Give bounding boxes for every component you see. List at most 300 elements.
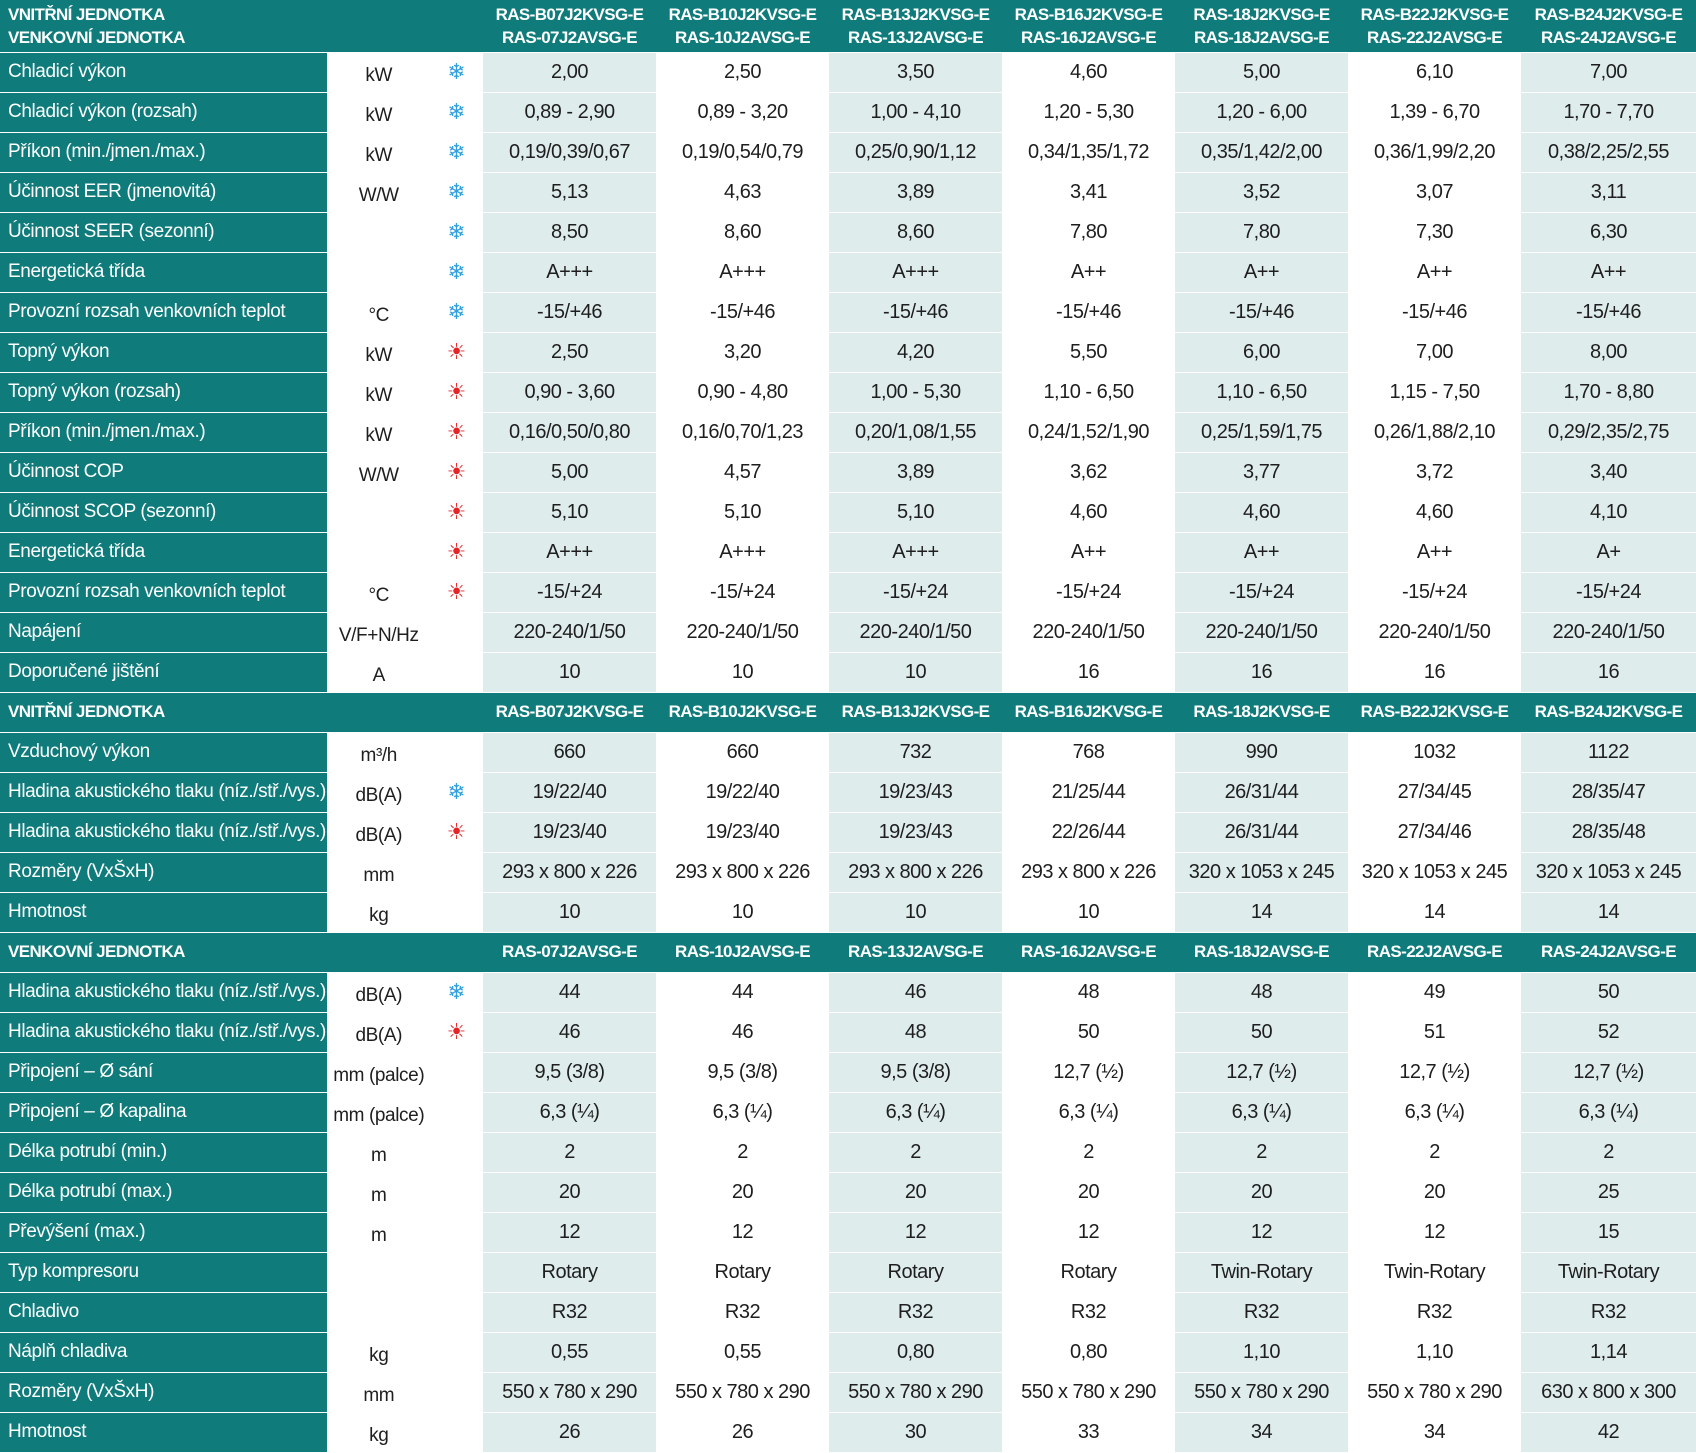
row-icon-cell bbox=[430, 1092, 483, 1132]
value-cell: 6,10 bbox=[1348, 52, 1521, 92]
table-row bbox=[0, 892, 1696, 932]
row-icon-cell bbox=[430, 252, 483, 292]
value-cell: 3,20 bbox=[656, 332, 829, 372]
value-cell: 5,50 bbox=[1002, 332, 1175, 372]
row-label: Účinnost SCOP (sezonní) bbox=[0, 492, 327, 532]
value-cell: 10 bbox=[483, 892, 656, 932]
value-cell: -15/+46 bbox=[1521, 292, 1696, 332]
value-cell: 22/26/44 bbox=[1002, 812, 1175, 852]
value-cell: 7,80 bbox=[1002, 212, 1175, 252]
value-cell: 0,24/1,52/1,90 bbox=[1002, 412, 1175, 452]
value-cell: 26 bbox=[656, 1412, 829, 1452]
value-cell: 2 bbox=[1002, 1132, 1175, 1172]
value-cell: 220-240/1/50 bbox=[483, 612, 656, 652]
value-cell: 8,00 bbox=[1521, 332, 1696, 372]
value-cell: 0,25/1,59/1,75 bbox=[1175, 412, 1348, 452]
value-cell: 0,16/0,70/1,23 bbox=[656, 412, 829, 452]
table-row bbox=[0, 1012, 1696, 1052]
row-label: Vzduchový výkon bbox=[0, 732, 327, 772]
header-model-cell bbox=[656, 0, 829, 52]
row-icon-cell bbox=[430, 1332, 483, 1372]
value-cell: 10 bbox=[656, 652, 829, 692]
value-cell: 4,57 bbox=[656, 452, 829, 492]
indoor-model-name: RAS-B10J2KVSG-E bbox=[668, 4, 817, 24]
outdoor-model-name: RAS-07J2AVSG-E bbox=[502, 27, 637, 47]
value-cell: 5,00 bbox=[483, 452, 656, 492]
value-cell: 10 bbox=[483, 652, 656, 692]
value-cell: 46 bbox=[483, 1012, 656, 1052]
value-cell: 44 bbox=[483, 972, 656, 1012]
indoor-model-name: RAS-B13J2KVSG-E bbox=[841, 4, 990, 24]
row-unit: kW bbox=[327, 132, 430, 172]
value-cell: 4,60 bbox=[1002, 492, 1175, 532]
value-cell: 3,77 bbox=[1175, 452, 1348, 492]
value-cell: 5,00 bbox=[1175, 52, 1348, 92]
value-cell: 19/23/40 bbox=[483, 812, 656, 852]
header-model-cell bbox=[483, 0, 656, 52]
value-cell: 51 bbox=[1348, 1012, 1521, 1052]
row-unit: m bbox=[327, 1132, 430, 1172]
row-label: Chladivo bbox=[0, 1292, 327, 1332]
table-row bbox=[0, 212, 1696, 252]
value-cell: 0,55 bbox=[656, 1332, 829, 1372]
snowflake-icon: ❄ bbox=[447, 299, 466, 324]
value-cell: 2,50 bbox=[483, 332, 656, 372]
value-cell: 0,25/0,90/1,12 bbox=[829, 132, 1002, 172]
value-cell: A++ bbox=[1175, 532, 1348, 572]
snowflake-icon: ❄ bbox=[447, 219, 466, 244]
value-cell: A+++ bbox=[483, 252, 656, 292]
value-cell: 19/23/43 bbox=[829, 812, 1002, 852]
table-row bbox=[0, 372, 1696, 412]
row-label: Napájení bbox=[0, 612, 327, 652]
header-model-cell bbox=[1002, 0, 1175, 52]
row-unit: m bbox=[327, 1212, 430, 1252]
value-cell: 2 bbox=[1521, 1132, 1696, 1172]
value-cell: 8,60 bbox=[829, 212, 1002, 252]
value-cell: R32 bbox=[1175, 1292, 1348, 1332]
value-cell: 16 bbox=[1002, 652, 1175, 692]
value-cell: 5,10 bbox=[656, 492, 829, 532]
row-unit: dB(A) bbox=[327, 812, 430, 852]
value-cell: 550 x 780 x 290 bbox=[1348, 1372, 1521, 1412]
row-label: Příkon (min./jmen./max.) bbox=[0, 132, 327, 172]
table-row bbox=[0, 332, 1696, 372]
value-cell: 0,19/0,39/0,67 bbox=[483, 132, 656, 172]
table-row bbox=[0, 492, 1696, 532]
value-cell: A+++ bbox=[656, 252, 829, 292]
outdoor-model-name: RAS-10J2AVSG-E bbox=[675, 27, 810, 47]
row-label: Připojení – Ø kapalina bbox=[0, 1092, 327, 1132]
row-unit: °C bbox=[327, 292, 430, 332]
value-cell: 3,62 bbox=[1002, 452, 1175, 492]
value-cell: 1,20 - 5,30 bbox=[1002, 92, 1175, 132]
table-row bbox=[0, 1292, 1696, 1332]
value-cell: Twin-Rotary bbox=[1348, 1252, 1521, 1292]
row-unit bbox=[327, 532, 430, 572]
value-cell: A+++ bbox=[483, 532, 656, 572]
value-cell: 3,72 bbox=[1348, 452, 1521, 492]
outdoor-model-name: RAS-18J2AVSG-E bbox=[1194, 27, 1329, 47]
section-title: VNITŘNÍ JEDNOTKA bbox=[0, 692, 483, 732]
value-cell: 5,10 bbox=[829, 492, 1002, 532]
value-cell: 0,36/1,99/2,20 bbox=[1348, 132, 1521, 172]
indoor-model-name: RAS-B22J2KVSG-E bbox=[1360, 4, 1509, 24]
value-cell: 1,10 bbox=[1175, 1332, 1348, 1372]
value-cell: 550 x 780 x 290 bbox=[829, 1372, 1002, 1412]
value-cell: 6,3 (¼) bbox=[829, 1092, 1002, 1132]
value-cell: 9,5 (3/8) bbox=[656, 1052, 829, 1092]
value-cell: 14 bbox=[1348, 892, 1521, 932]
sun-icon: ☀ bbox=[446, 339, 467, 364]
table-row bbox=[0, 852, 1696, 892]
value-cell: 2 bbox=[1175, 1132, 1348, 1172]
value-cell: 0,90 - 3,60 bbox=[483, 372, 656, 412]
row-icon-cell bbox=[430, 652, 483, 692]
value-cell: 6,3 (¼) bbox=[1521, 1092, 1696, 1132]
value-cell: 2 bbox=[829, 1132, 1002, 1172]
sun-icon: ☀ bbox=[446, 419, 467, 444]
value-cell: 42 bbox=[1521, 1412, 1696, 1452]
value-cell: -15/+24 bbox=[656, 572, 829, 612]
value-cell: 0,35/1,42/2,00 bbox=[1175, 132, 1348, 172]
table-row bbox=[0, 1372, 1696, 1412]
value-cell: 1,20 - 6,00 bbox=[1175, 92, 1348, 132]
sun-icon: ☀ bbox=[446, 579, 467, 604]
row-icon-cell bbox=[430, 172, 483, 212]
value-cell: 19/23/40 bbox=[656, 812, 829, 852]
value-cell: 0,19/0,54/0,79 bbox=[656, 132, 829, 172]
value-cell: 34 bbox=[1175, 1412, 1348, 1452]
row-icon-cell bbox=[430, 772, 483, 812]
row-unit bbox=[327, 1292, 430, 1332]
value-cell: -15/+24 bbox=[1002, 572, 1175, 612]
value-cell: 0,89 - 3,20 bbox=[656, 92, 829, 132]
value-cell: 6,3 (¼) bbox=[483, 1092, 656, 1132]
value-cell: 6,3 (¼) bbox=[656, 1092, 829, 1132]
section-model-name: RAS-B16J2KVSG-E bbox=[1002, 692, 1175, 732]
row-label: Energetická třída bbox=[0, 252, 327, 292]
row-icon-cell bbox=[430, 732, 483, 772]
value-cell: 0,26/1,88/2,10 bbox=[1348, 412, 1521, 452]
value-cell: 26/31/44 bbox=[1175, 812, 1348, 852]
row-unit: m³/h bbox=[327, 732, 430, 772]
value-cell: 12,7 (½) bbox=[1002, 1052, 1175, 1092]
value-cell: 52 bbox=[1521, 1012, 1696, 1052]
row-label: Energetická třída bbox=[0, 532, 327, 572]
value-cell: 30 bbox=[829, 1412, 1002, 1452]
value-cell: 16 bbox=[1521, 652, 1696, 692]
row-unit: °C bbox=[327, 572, 430, 612]
row-icon-cell bbox=[430, 52, 483, 92]
table-row bbox=[0, 1252, 1696, 1292]
value-cell: 0,29/2,35/2,75 bbox=[1521, 412, 1696, 452]
row-unit: mm bbox=[327, 852, 430, 892]
section-model-name: RAS-B10J2KVSG-E bbox=[656, 692, 829, 732]
value-cell: A++ bbox=[1002, 252, 1175, 292]
value-cell: 16 bbox=[1348, 652, 1521, 692]
value-cell: 3,89 bbox=[829, 452, 1002, 492]
value-cell: 8,50 bbox=[483, 212, 656, 252]
value-cell: 4,63 bbox=[656, 172, 829, 212]
row-icon-cell bbox=[430, 412, 483, 452]
section-model-name: RAS-07J2AVSG-E bbox=[483, 932, 656, 972]
row-unit: dB(A) bbox=[327, 1012, 430, 1052]
row-icon-cell bbox=[430, 92, 483, 132]
row-label: Hladina akustického tlaku (níz./stř./vys.) bbox=[0, 972, 327, 1012]
row-label: Chladicí výkon bbox=[0, 52, 327, 92]
value-cell: 10 bbox=[829, 892, 1002, 932]
value-cell: 660 bbox=[483, 732, 656, 772]
outdoor-model-name: RAS-24J2AVSG-E bbox=[1541, 27, 1676, 47]
indoor-model-name: RAS-B24J2KVSG-E bbox=[1534, 4, 1683, 24]
value-cell: 12 bbox=[656, 1212, 829, 1252]
value-cell: -15/+46 bbox=[483, 292, 656, 332]
value-cell: 3,89 bbox=[829, 172, 1002, 212]
value-cell: 26 bbox=[483, 1412, 656, 1452]
value-cell: R32 bbox=[656, 1292, 829, 1332]
row-unit: W/W bbox=[327, 172, 430, 212]
table-row bbox=[0, 452, 1696, 492]
value-cell: A+++ bbox=[829, 532, 1002, 572]
table-row bbox=[0, 572, 1696, 612]
value-cell: -15/+24 bbox=[1348, 572, 1521, 612]
value-cell: 550 x 780 x 290 bbox=[1002, 1372, 1175, 1412]
table-row bbox=[0, 732, 1696, 772]
value-cell: 50 bbox=[1002, 1012, 1175, 1052]
sun-icon: ☀ bbox=[446, 459, 467, 484]
value-cell: Twin-Rotary bbox=[1175, 1252, 1348, 1292]
value-cell: 0,38/2,25/2,55 bbox=[1521, 132, 1696, 172]
value-cell: 0,34/1,35/1,72 bbox=[1002, 132, 1175, 172]
row-label: Připojení – Ø sání bbox=[0, 1052, 327, 1092]
value-cell: 46 bbox=[829, 972, 1002, 1012]
table-row bbox=[0, 612, 1696, 652]
section-model-name: RAS-16J2AVSG-E bbox=[1002, 932, 1175, 972]
value-cell: 550 x 780 x 290 bbox=[1175, 1372, 1348, 1412]
value-cell: 48 bbox=[1002, 972, 1175, 1012]
value-cell: A++ bbox=[1348, 532, 1521, 572]
snowflake-icon: ❄ bbox=[447, 99, 466, 124]
section-model-name: RAS-18J2KVSG-E bbox=[1175, 692, 1348, 732]
value-cell: 14 bbox=[1521, 892, 1696, 932]
row-icon-cell bbox=[430, 492, 483, 532]
value-cell: Rotary bbox=[829, 1252, 1002, 1292]
snowflake-icon: ❄ bbox=[447, 59, 466, 84]
snowflake-icon: ❄ bbox=[447, 259, 466, 284]
row-label: Doporučené jištění bbox=[0, 652, 327, 692]
value-cell: 990 bbox=[1175, 732, 1348, 772]
sun-icon: ☀ bbox=[446, 1019, 467, 1044]
value-cell: R32 bbox=[829, 1292, 1002, 1332]
value-cell: 0,55 bbox=[483, 1332, 656, 1372]
row-unit: mm bbox=[327, 1372, 430, 1412]
snowflake-icon: ❄ bbox=[447, 779, 466, 804]
value-cell: 1,10 - 6,50 bbox=[1002, 372, 1175, 412]
row-label: Rozměry (VxŠxH) bbox=[0, 1372, 327, 1412]
table-row bbox=[0, 412, 1696, 452]
value-cell: -15/+24 bbox=[483, 572, 656, 612]
value-cell: 10 bbox=[656, 892, 829, 932]
row-unit: mm (palce) bbox=[327, 1092, 430, 1132]
value-cell: 660 bbox=[656, 732, 829, 772]
value-cell: 14 bbox=[1175, 892, 1348, 932]
row-label: Převýšení (max.) bbox=[0, 1212, 327, 1252]
value-cell: -15/+46 bbox=[1348, 292, 1521, 332]
value-cell: 293 x 800 x 226 bbox=[656, 852, 829, 892]
table-row bbox=[0, 1212, 1696, 1252]
value-cell: 2 bbox=[1348, 1132, 1521, 1172]
value-cell: 12,7 (½) bbox=[1348, 1052, 1521, 1092]
snowflake-icon: ❄ bbox=[447, 979, 466, 1004]
value-cell: 20 bbox=[1175, 1172, 1348, 1212]
value-cell: A+++ bbox=[829, 252, 1002, 292]
row-label: Délka potrubí (min.) bbox=[0, 1132, 327, 1172]
row-label: Provozní rozsah venkovních teplot bbox=[0, 572, 327, 612]
row-unit: dB(A) bbox=[327, 772, 430, 812]
value-cell: 0,90 - 4,80 bbox=[656, 372, 829, 412]
value-cell: 220-240/1/50 bbox=[1175, 612, 1348, 652]
table-row bbox=[0, 1172, 1696, 1212]
section-model-name: RAS-18J2AVSG-E bbox=[1175, 932, 1348, 972]
row-label: Topný výkon (rozsah) bbox=[0, 372, 327, 412]
table-row bbox=[0, 132, 1696, 172]
table-row bbox=[0, 532, 1696, 572]
value-cell: 293 x 800 x 226 bbox=[829, 852, 1002, 892]
table-row bbox=[0, 92, 1696, 132]
row-label: Typ kompresoru bbox=[0, 1252, 327, 1292]
value-cell: 15 bbox=[1521, 1212, 1696, 1252]
value-cell: 12,7 (½) bbox=[1521, 1052, 1696, 1092]
value-cell: R32 bbox=[1002, 1292, 1175, 1332]
row-icon-cell bbox=[430, 1412, 483, 1452]
section-model-name: RAS-22J2AVSG-E bbox=[1348, 932, 1521, 972]
value-cell: 12 bbox=[1348, 1212, 1521, 1252]
table-row bbox=[0, 172, 1696, 212]
row-label: Provozní rozsah venkovních teplot bbox=[0, 292, 327, 332]
value-cell: 7,00 bbox=[1348, 332, 1521, 372]
value-cell: 19/22/40 bbox=[656, 772, 829, 812]
value-cell: 21/25/44 bbox=[1002, 772, 1175, 812]
value-cell: 9,5 (3/8) bbox=[829, 1052, 1002, 1092]
value-cell: 220-240/1/50 bbox=[1521, 612, 1696, 652]
header-model-cell bbox=[1521, 0, 1696, 52]
value-cell: 630 x 800 x 300 bbox=[1521, 1372, 1696, 1412]
row-unit: V/F+N/Hz bbox=[327, 612, 430, 652]
value-cell: 550 x 780 x 290 bbox=[656, 1372, 829, 1412]
value-cell: 48 bbox=[829, 1012, 1002, 1052]
header-model-cell bbox=[829, 0, 1002, 52]
row-label: Hladina akustického tlaku (níz./stř./vys.) bbox=[0, 1012, 327, 1052]
value-cell: 48 bbox=[1175, 972, 1348, 1012]
section-header-row bbox=[0, 932, 1696, 972]
value-cell: 0,20/1,08/1,55 bbox=[829, 412, 1002, 452]
value-cell: 1,00 - 4,10 bbox=[829, 92, 1002, 132]
row-label: Účinnost COP bbox=[0, 452, 327, 492]
row-unit: kW bbox=[327, 92, 430, 132]
row-icon-cell bbox=[430, 972, 483, 1012]
value-cell: 7,80 bbox=[1175, 212, 1348, 252]
section-model-name: RAS-B07J2KVSG-E bbox=[483, 692, 656, 732]
value-cell: 5,13 bbox=[483, 172, 656, 212]
row-icon-cell bbox=[430, 1212, 483, 1252]
table-header-row bbox=[0, 0, 1696, 52]
value-cell: 0,80 bbox=[1002, 1332, 1175, 1372]
value-cell: 220-240/1/50 bbox=[1002, 612, 1175, 652]
value-cell: 19/23/43 bbox=[829, 772, 1002, 812]
value-cell: A++ bbox=[1175, 252, 1348, 292]
section-model-name: RAS-13J2AVSG-E bbox=[829, 932, 1002, 972]
snowflake-icon: ❄ bbox=[447, 139, 466, 164]
value-cell: 3,40 bbox=[1521, 452, 1696, 492]
row-icon-cell bbox=[430, 892, 483, 932]
row-icon-cell bbox=[430, 132, 483, 172]
value-cell: 6,3 (¼) bbox=[1348, 1092, 1521, 1132]
section-model-name: RAS-B24J2KVSG-E bbox=[1521, 692, 1696, 732]
value-cell: Rotary bbox=[656, 1252, 829, 1292]
value-cell: 2,50 bbox=[656, 52, 829, 92]
value-cell: R32 bbox=[483, 1292, 656, 1332]
value-cell: 44 bbox=[656, 972, 829, 1012]
table-row bbox=[0, 1412, 1696, 1452]
row-unit: kW bbox=[327, 412, 430, 452]
row-label: Hladina akustického tlaku (níz./stř./vys.) bbox=[0, 772, 327, 812]
value-cell: 6,3 (¼) bbox=[1175, 1092, 1348, 1132]
row-unit: dB(A) bbox=[327, 972, 430, 1012]
outdoor-model-name: RAS-16J2AVSG-E bbox=[1021, 27, 1156, 47]
row-unit: W/W bbox=[327, 452, 430, 492]
row-label: Hmotnost bbox=[0, 1412, 327, 1452]
outdoor-model-name: RAS-22J2AVSG-E bbox=[1367, 27, 1502, 47]
value-cell: 0,89 - 2,90 bbox=[483, 92, 656, 132]
snowflake-icon: ❄ bbox=[447, 179, 466, 204]
value-cell: 320 x 1053 x 245 bbox=[1521, 852, 1696, 892]
row-unit: A bbox=[327, 652, 430, 692]
value-cell: 25 bbox=[1521, 1172, 1696, 1212]
value-cell: 6,00 bbox=[1175, 332, 1348, 372]
value-cell: 1,70 - 7,70 bbox=[1521, 92, 1696, 132]
row-unit: m bbox=[327, 1172, 430, 1212]
value-cell: 0,80 bbox=[829, 1332, 1002, 1372]
section-model-name: RAS-24J2AVSG-E bbox=[1521, 932, 1696, 972]
value-cell: 12 bbox=[1175, 1212, 1348, 1252]
value-cell: -15/+46 bbox=[1002, 292, 1175, 332]
value-cell: 20 bbox=[656, 1172, 829, 1212]
value-cell: 12,7 (½) bbox=[1175, 1052, 1348, 1092]
row-icon-cell bbox=[430, 292, 483, 332]
value-cell: 20 bbox=[1002, 1172, 1175, 1212]
section-model-name: RAS-10J2AVSG-E bbox=[656, 932, 829, 972]
row-icon-cell bbox=[430, 452, 483, 492]
value-cell: 10 bbox=[829, 652, 1002, 692]
value-cell: 7,30 bbox=[1348, 212, 1521, 252]
table-row bbox=[0, 252, 1696, 292]
row-label: Účinnost EER (jmenovitá) bbox=[0, 172, 327, 212]
value-cell: Rotary bbox=[1002, 1252, 1175, 1292]
outdoor-model-name: RAS-13J2AVSG-E bbox=[848, 27, 983, 47]
table-row bbox=[0, 1052, 1696, 1092]
value-cell: 4,60 bbox=[1175, 492, 1348, 532]
value-cell: A++ bbox=[1521, 252, 1696, 292]
row-icon-cell bbox=[430, 1372, 483, 1412]
section-model-name: RAS-B13J2KVSG-E bbox=[829, 692, 1002, 732]
value-cell: 28/35/47 bbox=[1521, 772, 1696, 812]
value-cell: A+ bbox=[1521, 532, 1696, 572]
table-row bbox=[0, 292, 1696, 332]
value-cell: 732 bbox=[829, 732, 1002, 772]
header-model-cell bbox=[1348, 0, 1521, 52]
indoor-model-name: RAS-B07J2KVSG-E bbox=[495, 4, 644, 24]
